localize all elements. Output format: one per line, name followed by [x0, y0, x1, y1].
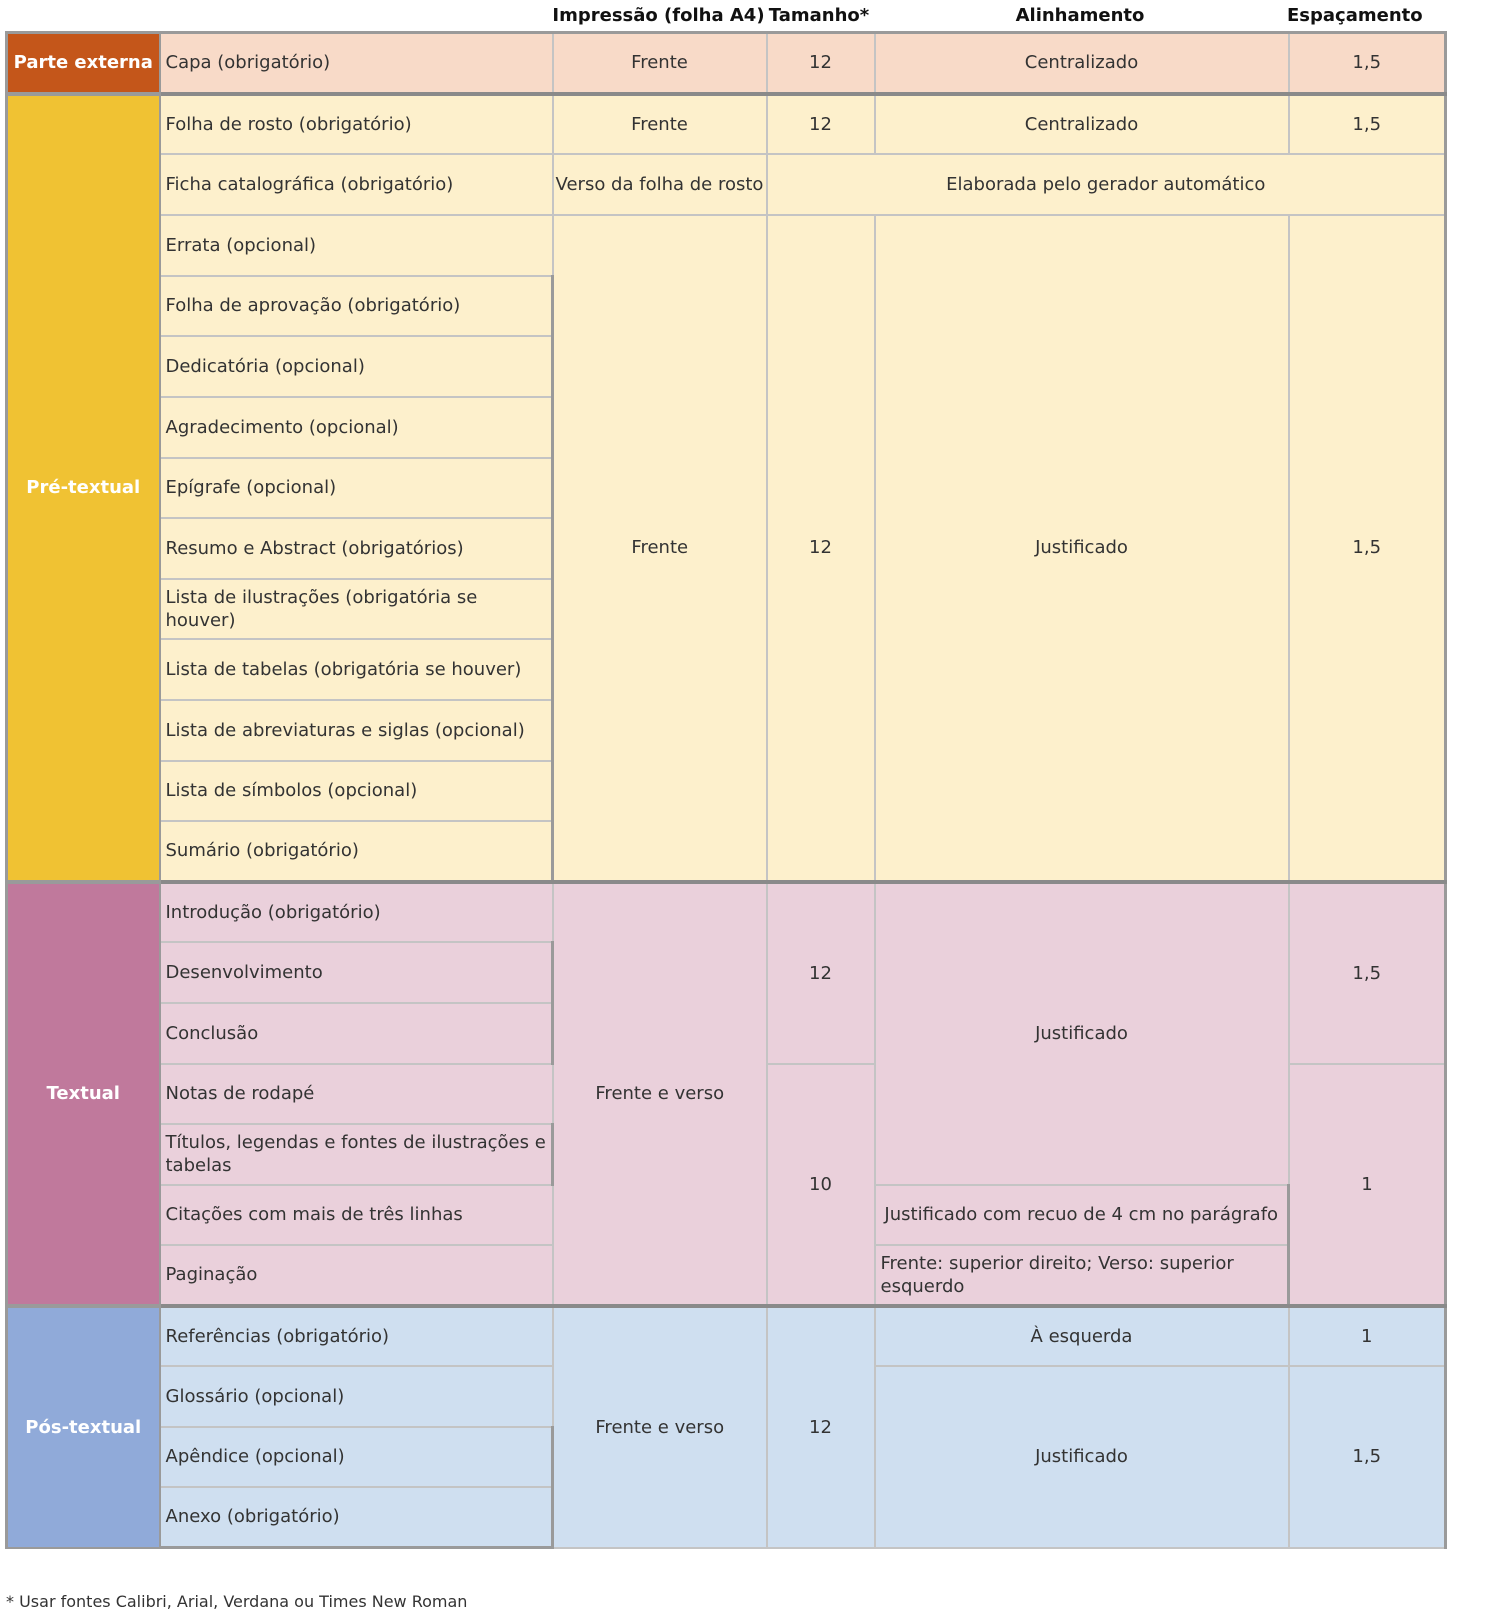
spacing-textual-b: 1: [1289, 1064, 1446, 1306]
align-citacoes: Justificado com recuo de 4 cm no parágrafo: [875, 1185, 1289, 1245]
section-label-postextual: Pós-textual: [7, 1306, 160, 1548]
item-introducao: Introdução (obrigatório): [160, 882, 553, 942]
item-glossario: Glossário (opcional): [160, 1366, 553, 1427]
spacing-folha-rosto: 1,5: [1289, 94, 1446, 154]
section-label-externa: Parte externa: [7, 33, 160, 94]
header-size: Tamanho*: [768, 5, 870, 26]
spacing-referencias: 1: [1289, 1306, 1446, 1366]
item-lista-simbolos: Lista de símbolos (opcional): [160, 761, 553, 821]
item-referencias: Referências (obrigatório): [160, 1306, 553, 1366]
item-ficha: Ficha catalográfica (obrigatório): [160, 154, 553, 215]
item-lista-ilustracoes: Lista de ilustrações (obrigatória se houver): [160, 579, 553, 639]
item-agradecimento: Agradecimento (opcional): [160, 397, 553, 458]
item-epigrafe: Epígrafe (opcional): [160, 458, 553, 518]
table-row: [7, 94, 1446, 154]
print-ficha: Verso da folha de rosto: [553, 154, 767, 215]
print-folha-rosto: Frente: [553, 94, 767, 154]
item-lista-tabelas: Lista de tabelas (obrigatória se houver): [160, 639, 553, 700]
item-capa: Capa (obrigatório): [160, 33, 553, 94]
spacing-pretextual-group: 1,5: [1289, 215, 1446, 882]
item-errata: Errata (opcional): [160, 215, 553, 276]
print-pretextual-group: Frente: [553, 215, 767, 882]
align-textual-a: Justificado: [875, 882, 1289, 1185]
item-citacoes: Citações com mais de três linhas: [160, 1185, 553, 1245]
item-sumario: Sumário (obrigatório): [160, 821, 553, 882]
size-postextual: 12: [767, 1306, 875, 1548]
align-folha-rosto: Centralizado: [875, 94, 1289, 154]
item-paginacao: Paginação: [160, 1245, 553, 1306]
item-apendice: Apêndice (opcional): [160, 1427, 553, 1487]
align-pretextual-group: Justificado: [875, 215, 1289, 882]
item-notas-rodape: Notas de rodapé: [160, 1064, 553, 1124]
section-label-textual: Textual: [7, 882, 160, 1306]
table-row: [7, 33, 1446, 94]
ficha-note: Elaborada pelo gerador automático: [767, 154, 1446, 215]
table-row: [7, 154, 1446, 215]
item-conclusao: Conclusão: [160, 1003, 553, 1064]
item-lista-abreviaturas: Lista de abreviaturas e siglas (opcional): [160, 700, 553, 761]
spacing-postextual-rest: 1,5: [1289, 1366, 1446, 1548]
align-paginacao: Frente: superior direito; Verso: superior esquerdo: [875, 1245, 1289, 1306]
item-folha-rosto: Folha de rosto (obrigatório): [160, 94, 553, 154]
header-spacing: Espaçamento: [1287, 5, 1423, 26]
spacing-capa: 1,5: [1289, 33, 1446, 94]
size-capa: 12: [767, 33, 875, 94]
item-anexo: Anexo (obrigatório): [160, 1487, 553, 1548]
item-resumo: Resumo e Abstract (obrigatórios): [160, 518, 553, 579]
spacing-textual-a: 1,5: [1289, 882, 1446, 1064]
align-referencias: À esquerda: [875, 1306, 1289, 1366]
align-capa: Centralizado: [875, 33, 1289, 94]
table-row: [7, 215, 1446, 276]
size-folha-rosto: 12: [767, 94, 875, 154]
size-textual-a: 12: [767, 882, 875, 1064]
item-titulos-legendas: Títulos, legendas e fontes de ilustrações e tabelas: [160, 1124, 553, 1185]
align-postextual-rest: Justificado: [875, 1366, 1289, 1548]
section-label-pretextual: Pré-textual: [7, 94, 160, 882]
item-desenvolvimento: Desenvolvimento: [160, 942, 553, 1003]
print-capa: Frente: [553, 33, 767, 94]
item-folha-aprovacao: Folha de aprovação (obrigatório): [160, 276, 553, 336]
size-pretextual-group: 12: [767, 215, 875, 882]
header-print: Impressão (folha A4): [552, 5, 765, 26]
table-row: [7, 882, 1446, 942]
footnote: * Usar fontes Calibri, Arial, Verdana ou Times New Roman: [6, 1592, 468, 1611]
formatting-table: [5, 31, 1447, 1549]
table-row: [7, 1306, 1446, 1366]
header-align: Alinhamento: [1015, 5, 1145, 26]
print-postextual: Frente e verso: [553, 1306, 767, 1548]
size-textual-b: 10: [767, 1064, 875, 1306]
print-textual: Frente e verso: [553, 882, 767, 1306]
item-dedicatoria: Dedicatória (opcional): [160, 336, 553, 397]
